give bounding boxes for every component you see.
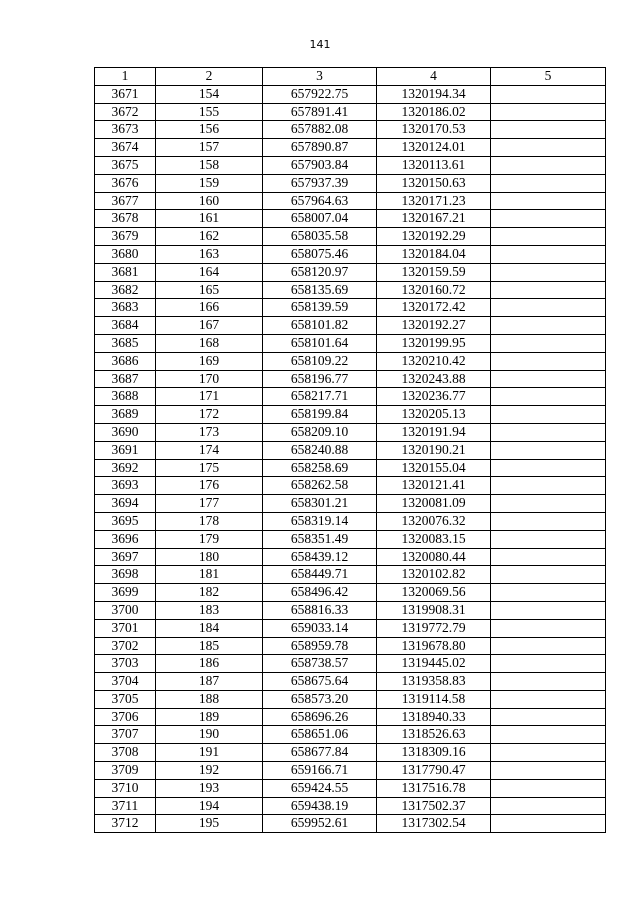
table-row [95,530,606,548]
table-cell: 3709 [95,762,156,780]
table-row [95,566,606,584]
table-cell: 3695 [95,512,156,530]
table-cell: 658496.42 [263,584,377,602]
table-cell: 658196.77 [263,370,377,388]
table-row [95,708,606,726]
table-cell: 3711 [95,797,156,815]
table-cell: 171 [156,388,263,406]
table-row [95,584,606,602]
table-cell: 1319358.83 [377,673,491,691]
table-row [95,815,606,833]
table-cell: 3708 [95,744,156,762]
table-cell [491,406,606,424]
table-cell: 3696 [95,530,156,548]
table-cell: 1320160.72 [377,281,491,299]
table-cell: 170 [156,370,263,388]
table-row [95,726,606,744]
table-row [95,228,606,246]
column-header: 2 [156,68,263,86]
table-row [95,762,606,780]
table-cell: 3692 [95,459,156,477]
table-cell: 183 [156,601,263,619]
table-cell: 1320124.01 [377,139,491,157]
table-cell: 1318940.33 [377,708,491,726]
table-cell: 3703 [95,655,156,673]
table-cell [491,423,606,441]
table-row [95,655,606,673]
table-cell: 658677.84 [263,744,377,762]
table-cell [491,548,606,566]
table-cell: 1320102.82 [377,566,491,584]
table-cell: 175 [156,459,263,477]
table-cell: 159 [156,174,263,192]
table-cell: 657964.63 [263,192,377,210]
table-cell: 3689 [95,406,156,424]
table-cell [491,655,606,673]
table-cell: 1319678.80 [377,637,491,655]
table-cell: 3693 [95,477,156,495]
table-cell: 3706 [95,708,156,726]
table-cell: 3710 [95,779,156,797]
table-row [95,352,606,370]
table-cell: 1320194.34 [377,85,491,103]
table-cell [491,459,606,477]
column-header: 1 [95,68,156,86]
table-cell: 173 [156,423,263,441]
table-cell: 658109.22 [263,352,377,370]
table-cell [491,245,606,263]
table-cell [491,317,606,335]
table-cell [491,441,606,459]
table-cell: 3678 [95,210,156,228]
table-cell: 163 [156,245,263,263]
table-cell: 658573.20 [263,690,377,708]
table-cell: 3698 [95,566,156,584]
column-header: 5 [491,68,606,86]
table-cell: 3686 [95,352,156,370]
table-cell: 191 [156,744,263,762]
table-cell: 658696.26 [263,708,377,726]
table-row [95,779,606,797]
table-cell: 3683 [95,299,156,317]
table-cell: 658651.06 [263,726,377,744]
table-cell: 156 [156,121,263,139]
table-row [95,103,606,121]
table-cell: 1320243.88 [377,370,491,388]
table-row [95,423,606,441]
table-cell [491,512,606,530]
table-cell [491,815,606,833]
table-row [95,690,606,708]
table-cell: 185 [156,637,263,655]
table-cell [491,637,606,655]
table-cell: 1320186.02 [377,103,491,121]
table-cell: 658959.78 [263,637,377,655]
table-cell: 1320170.53 [377,121,491,139]
table-row [95,797,606,815]
table-cell: 1320080.44 [377,548,491,566]
table-row [95,263,606,281]
table-cell: 168 [156,334,263,352]
table-cell [491,779,606,797]
table-cell: 3681 [95,263,156,281]
table-row [95,210,606,228]
table-row [95,548,606,566]
table-cell [491,85,606,103]
table-cell: 167 [156,317,263,335]
table-cell: 1320121.41 [377,477,491,495]
table-cell: 658301.21 [263,495,377,513]
table-cell: 3685 [95,334,156,352]
table-cell: 658738.57 [263,655,377,673]
table-cell: 658439.12 [263,548,377,566]
table-row [95,495,606,513]
table-row [95,601,606,619]
table-cell [491,156,606,174]
table-cell: 658209.10 [263,423,377,441]
table-cell [491,584,606,602]
table-row [95,512,606,530]
table-cell: 3674 [95,139,156,157]
table-row [95,192,606,210]
table-cell [491,103,606,121]
table-cell: 162 [156,228,263,246]
table-cell: 181 [156,566,263,584]
table-cell: 155 [156,103,263,121]
table-cell [491,495,606,513]
table-cell: 186 [156,655,263,673]
table-cell: 190 [156,726,263,744]
table-row [95,317,606,335]
table-cell: 154 [156,85,263,103]
table-cell: 165 [156,281,263,299]
table-cell [491,673,606,691]
table-cell: 658101.64 [263,334,377,352]
table-cell: 658319.14 [263,512,377,530]
table-row [95,459,606,477]
table-cell [491,619,606,637]
table-cell: 1320199.95 [377,334,491,352]
table-cell: 180 [156,548,263,566]
table-cell: 1320172.42 [377,299,491,317]
table-cell: 3699 [95,584,156,602]
table-cell: 658135.69 [263,281,377,299]
table-cell: 193 [156,779,263,797]
table-cell: 1320167.21 [377,210,491,228]
table-cell: 3687 [95,370,156,388]
table-row [95,637,606,655]
table-cell: 3707 [95,726,156,744]
table-cell: 658007.04 [263,210,377,228]
table-cell [491,228,606,246]
table-cell [491,192,606,210]
table-cell: 166 [156,299,263,317]
table-cell: 194 [156,797,263,815]
table-cell: 1320159.59 [377,263,491,281]
table-cell: 3691 [95,441,156,459]
table-cell: 3700 [95,601,156,619]
table-cell: 657922.75 [263,85,377,103]
table-cell: 1320205.13 [377,406,491,424]
table-cell: 195 [156,815,263,833]
table-row [95,334,606,352]
table-row [95,673,606,691]
table-cell: 184 [156,619,263,637]
table-cell: 3701 [95,619,156,637]
table-cell: 3694 [95,495,156,513]
table-cell: 659952.61 [263,815,377,833]
table-cell: 657937.39 [263,174,377,192]
table-cell [491,601,606,619]
table-cell: 1320113.61 [377,156,491,174]
table-cell: 1317502.37 [377,797,491,815]
table-cell: 1317516.78 [377,779,491,797]
table-cell: 1320150.63 [377,174,491,192]
table-cell: 1320190.21 [377,441,491,459]
table-cell: 187 [156,673,263,691]
table-cell [491,139,606,157]
table-cell: 1320076.32 [377,512,491,530]
table-cell [491,334,606,352]
table-cell [491,726,606,744]
table-header-row [95,68,606,86]
column-header: 3 [263,68,377,86]
table-row [95,406,606,424]
table-cell: 3697 [95,548,156,566]
table-cell: 659033.14 [263,619,377,637]
table-cell: 3677 [95,192,156,210]
table-cell [491,352,606,370]
table-cell: 1320155.04 [377,459,491,477]
table-cell: 658262.58 [263,477,377,495]
table-cell: 659166.71 [263,762,377,780]
table-cell: 179 [156,530,263,548]
table-cell: 658101.82 [263,317,377,335]
table-cell: 3680 [95,245,156,263]
table-cell: 157 [156,139,263,157]
table-cell: 169 [156,352,263,370]
table-row [95,299,606,317]
table-cell [491,263,606,281]
table-cell: 657903.84 [263,156,377,174]
table-cell [491,477,606,495]
table-cell [491,281,606,299]
table-row [95,619,606,637]
table-cell [491,762,606,780]
table-cell: 657891.41 [263,103,377,121]
table-row [95,121,606,139]
table-cell [491,299,606,317]
table-cell [491,690,606,708]
table-cell: 1320171.23 [377,192,491,210]
table-cell: 3679 [95,228,156,246]
table-cell: 3682 [95,281,156,299]
table-cell: 3675 [95,156,156,174]
table-cell: 3712 [95,815,156,833]
table-cell: 178 [156,512,263,530]
table-body [95,85,606,832]
table-cell: 658351.49 [263,530,377,548]
table-cell: 658240.88 [263,441,377,459]
table-cell: 177 [156,495,263,513]
table-cell: 1319772.79 [377,619,491,637]
table-cell: 658449.71 [263,566,377,584]
table-row [95,744,606,762]
table-cell: 158 [156,156,263,174]
table-cell [491,388,606,406]
table-cell [491,210,606,228]
table-row [95,441,606,459]
table-cell: 3684 [95,317,156,335]
table-cell: 658120.97 [263,263,377,281]
table-cell: 1318309.16 [377,744,491,762]
table-cell [491,566,606,584]
table-cell: 1320192.27 [377,317,491,335]
table-cell: 658035.58 [263,228,377,246]
table-cell: 3673 [95,121,156,139]
table-cell: 3688 [95,388,156,406]
table-cell: 658075.46 [263,245,377,263]
table-cell: 659438.19 [263,797,377,815]
table-cell: 3704 [95,673,156,691]
table-cell: 188 [156,690,263,708]
table-cell: 657882.08 [263,121,377,139]
table-cell [491,708,606,726]
table-cell: 1319445.02 [377,655,491,673]
table-row [95,281,606,299]
table-cell: 1317790.47 [377,762,491,780]
column-header: 4 [377,68,491,86]
table-cell: 658816.33 [263,601,377,619]
table-cell [491,370,606,388]
table-row [95,174,606,192]
coordinates-table [94,67,606,833]
table-cell: 658217.71 [263,388,377,406]
table-cell: 1320083.15 [377,530,491,548]
table-row [95,388,606,406]
table-cell [491,797,606,815]
page-number: 141 [309,38,331,51]
table-row [95,370,606,388]
table-cell: 1319908.31 [377,601,491,619]
table-cell: 1320081.09 [377,495,491,513]
table-cell: 3690 [95,423,156,441]
table-cell: 1320192.29 [377,228,491,246]
table-cell: 1317302.54 [377,815,491,833]
table-cell [491,121,606,139]
table-cell: 1320069.56 [377,584,491,602]
table-cell: 3705 [95,690,156,708]
table-cell: 657890.87 [263,139,377,157]
table-cell: 658139.59 [263,299,377,317]
table-cell: 1320236.77 [377,388,491,406]
table-cell: 3671 [95,85,156,103]
table-cell: 1320210.42 [377,352,491,370]
table-cell: 1319114.58 [377,690,491,708]
table-cell: 1320191.94 [377,423,491,441]
table-cell: 182 [156,584,263,602]
table-cell: 658199.84 [263,406,377,424]
table-cell [491,744,606,762]
table-cell: 174 [156,441,263,459]
table-row [95,245,606,263]
table-cell: 164 [156,263,263,281]
table-cell: 161 [156,210,263,228]
table-cell: 3672 [95,103,156,121]
table-cell: 1320184.04 [377,245,491,263]
table-row [95,477,606,495]
table-row [95,85,606,103]
table-cell: 176 [156,477,263,495]
table-cell: 192 [156,762,263,780]
table-row [95,156,606,174]
table-cell: 3702 [95,637,156,655]
table-cell: 3676 [95,174,156,192]
table-cell: 189 [156,708,263,726]
table-cell: 172 [156,406,263,424]
table-cell: 659424.55 [263,779,377,797]
table-cell: 1318526.63 [377,726,491,744]
table-row [95,139,606,157]
table-cell: 658675.64 [263,673,377,691]
table-cell: 160 [156,192,263,210]
table-cell [491,530,606,548]
table-cell [491,174,606,192]
table-cell: 658258.69 [263,459,377,477]
